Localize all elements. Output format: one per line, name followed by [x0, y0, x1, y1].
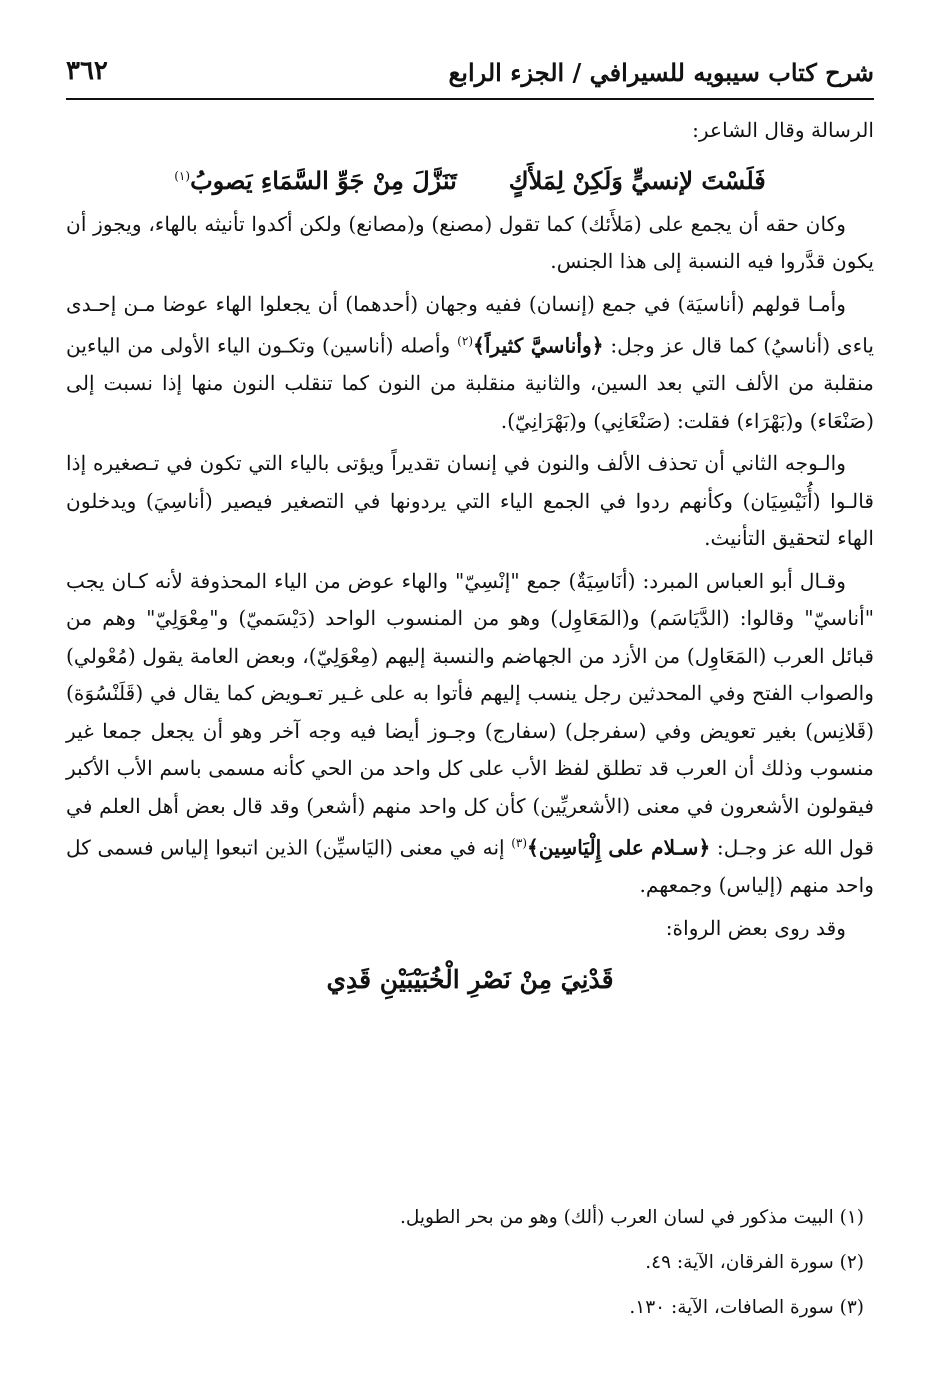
narrators-intro: وقد روى بعض الرواة: [665, 915, 846, 940]
quran-quote-1: ﴿وأناسيَّ كثيراً﴾ [473, 333, 604, 358]
footnote-3: (٣) سورة الصافات، الآية: ١٣٠. [629, 1297, 864, 1318]
paragraph-4-text-b: إنه في معنى (اليَاسيِّن) الذين اتبعوا إلياس فسمى كل واحد منهم (إلياس) وجمعهم. [66, 835, 874, 898]
paragraph-2-text-b: وأصله (أناسين) وتكـون الياء الأولى من الياءين منقلبة من الألف التي بعد السين، والثانية منقلبة من النون كما تنقلب النون منها إذا نسبت إلى (صَنْعَاء) و(بَهْرَاء) فقلت: (صَنْعَانِي) و(بَهْرَانِيّ). [66, 333, 874, 433]
footnote-1: (١) البيت مذكور في لسان العرب (ألك) وهو من بحر الطويل. [399, 1207, 864, 1228]
paragraph-2-text-a: وأمـا قولهم (أناسيَة) في جمع (إنسان) ففيه وجهان (أحدهما) أن يجعلوا الهاء عوضا مـن إحـدى ياءى (أناسيُ) كما قال عز وجل: [66, 291, 874, 358]
page-header [66, 48, 874, 100]
paragraph-2 [66, 286, 874, 441]
intro-line: الرسالة وقال الشاعر: [692, 118, 874, 142]
paragraph-4-text-a: وقـال أبو العباس المبرد: (أنَاسِيَةٌ) جمع "إنْسِيّ" والهاء عوض من الياء المحذوفة لأنه كـان يجب "أناسيّ" وقالوا: (الدَّيَاسَم) و(المَعَاوِل) وهو من المنسوب الواحد (دَيْسَميّ) و"مِعْوَلِيّ" وهم من قبائل العرب (المَعَاوِل) من الأزد من الجهاضم والنسبة إليهم (مِعْوَلِيّ)، وبعض العامة يقول (مُعْولي) والصواب الفتح وفي المحدثين رجل ينسب إليهم فأتوا به على غـير تعـويض كما يقال في (قَلَنْسُوَة) (قَلانِس) بغير تعويض وفي (سفرجل) (سفارج) وجـوز أيضا فيه وجه آخر وهو أن يجعل جمعا غير منسوب وذلك أن العرب قد تطلق لفظ الأب على كل واحد من الحي كأنه مسمى باسم الأب الأكبر فيقولون الأشعرون في معنى (الأشعريِّين) كأن كل واحد منهم (أشعر) وقد قال بعض أهل العلم في قول الله عز وجـل: [66, 568, 874, 860]
page-number: ٣٦٢ [66, 56, 108, 86]
footnote-2: (٢) سورة الفرقان، الآية: ٤٩. [645, 1252, 864, 1273]
poetry-verse-2: قَدْنِيَ مِنْ نَصْرِ الْخُبَيْبَيْنِ قَدِي [326, 965, 614, 995]
footnotes [66, 1195, 874, 1330]
verse-second-hemistich-text: تَنَزَّلَ مِنْ جَوِّ السَّمَاءِ يَصوبُ [190, 165, 457, 195]
footnote-ref-2: (٢) [457, 334, 473, 348]
poetry-verse-1 [66, 155, 874, 202]
paragraph-1: وكان حقه أن يجمع على (مَلأَئك) كما تقول (مصنع) و(مصانع) ولكن أكدوا تأنيثه بالهاء، ويجوز أن يكون قدَّروا فيه النسبة إلى هذا الجنس. [66, 211, 874, 273]
paragraph-3: والـوجه الثاني أن تحذف الألف والنون في إنسان تقديراً ويؤتى بالياء التي تكون في تـصغيره إذا قالـوا (أُنَيْسِيَان) وكأنهم ردوا في الجمع الياء التي يردونها في التصغير فيصير (أناسِيَ) ويدخلون الهاء لتحقيق التأنيث. [66, 451, 874, 551]
quran-quote-2: ﴿سـلام على إِلْيَاسِين﴾ [527, 835, 711, 860]
verse-second-hemistich [174, 155, 457, 202]
main-text [66, 112, 874, 1003]
footnote-ref-1: (١) [174, 168, 191, 183]
verse-first-hemistich: فَلَسْتَ لإنسيٍّ وَلَكِنْ لِمَلأَكٍ [508, 165, 766, 195]
running-title: شرح كتاب سيبويه للسيرافي / الجزء الرابع [448, 58, 874, 87]
footnote-ref-3: (٣) [511, 836, 528, 851]
paragraph-4 [66, 563, 874, 905]
